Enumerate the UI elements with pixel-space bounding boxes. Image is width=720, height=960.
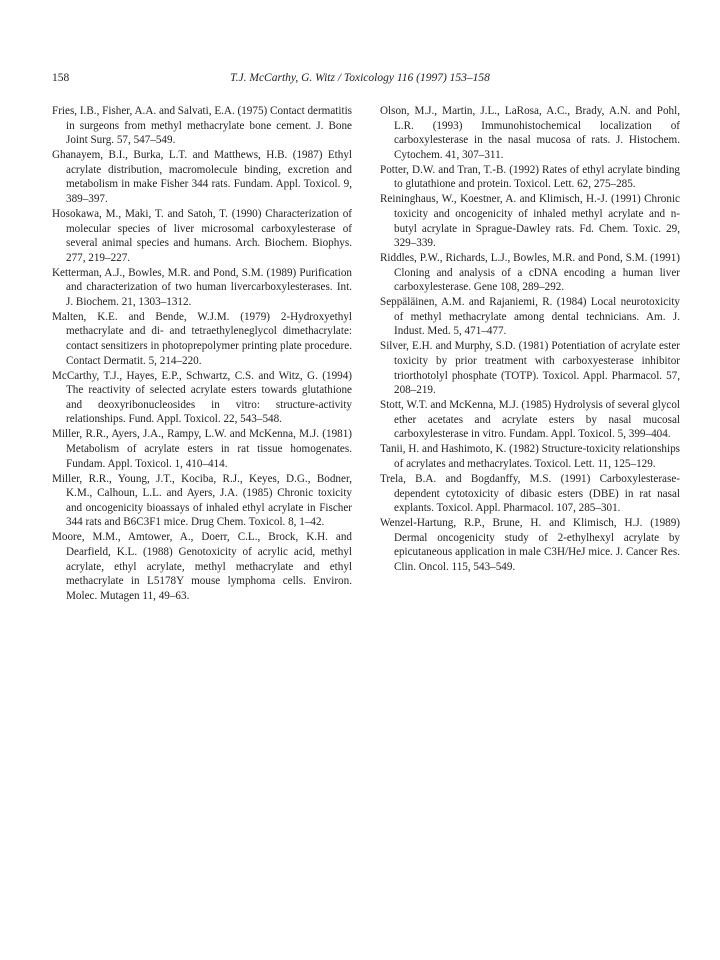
reference-entry: Trela, B.A. and Bogdanffy, M.S. (1991) Carboxylesterase-dependent cytotoxicity of dibasic esters (DBE) in rat nasal explants. Toxicol. Appl. Pharmacol. 107, 285–301. bbox=[380, 472, 680, 515]
reference-entry: Fries, I.B., Fisher, A.A. and Salvati, E.A. (1975) Contact dermatitis in surgeons from methyl methacrylate bone cement. J. Bone Joint Surg. 57, 547–549. bbox=[52, 105, 353, 147]
reference-entry: McCarthy, T.J., Hayes, E.P., Schwartz, C.S. and Witz, G. (1994) The reactivity of selected acrylate esters towards glutathione and deoxyribonucleosides in vitro: structure-activity relationships. Fund. Appl. Toxicol. 22, 543–548. bbox=[52, 369, 352, 426]
references-left-column bbox=[52, 104, 352, 604]
reference-entry: Stott, W.T. and McKenna, M.J. (1985) Hydrolysis of several glycol ether acetates and acrylate esters by nasal mucosal carboxylesterase in vitro. Fundam. Appl. Toxicol. 5, 399–404. bbox=[380, 399, 680, 441]
page-header bbox=[52, 72, 668, 90]
reference-entry: Silver, E.H. and Murphy, S.D. (1981) Potentiation of acrylate ester toxicity by prior treatment with carboxyesterase inhibitor triorthotolyl phosphate (TOTP). Toxicol. Appl. Pharmacol. 57, 208–219. bbox=[380, 340, 680, 397]
page-number: 158 bbox=[52, 72, 70, 84]
reference-entry: Seppäläinen, A.M. and Rajaniemi, R. (1984) Local neurotoxicity of methyl methacrylate among dental technicians. Am. J. Indust. Med. 5, 471–477. bbox=[380, 296, 680, 338]
reference-entry: Malten, K.E. and Bende, W.J.M. (1979) 2-Hydroxyethyl methacrylate and di- and tetraethyleneglycol dimethacrylate: contact sensitizers in photoprepolymer printing plate procedure. Contact Dermatit. 5, 214–220. bbox=[52, 310, 352, 367]
reference-entry: Moore, M.M., Amtower, A., Doerr, C.L., Brock, K.H. and Dearfield, K.L. (1988) Genotoxicity of acrylic acid, methyl acrylate, ethyl acrylate, methyl methacrylate and ethyl methacrylate in L5178Y mouse lymphoma cells. Environ. Molec. Mutagen 11, 49–63. bbox=[52, 531, 352, 602]
reference-entry: Tanii, H. and Hashimoto, K. (1982) Structure-toxicity relationships of acrylates and methacrylates. Toxicol. Lett. 11, 125–129. bbox=[380, 443, 680, 470]
reference-entry: Olson, M.J., Martin, J.L., LaRosa, A.C., Brady, A.N. and Pohl, L.R. (1993) Immunohistochemical localization of carboxylesterase in the nasal mucosa of rats. J. Histochem. Cytochem. 41, 307–311. bbox=[380, 105, 680, 161]
reference-entry: Riddles, P.W., Richards, L.J., Bowles, M.R. and Pond, S.M. (1991) Cloning and analysis of a cDNA encoding a human liver carboxylesterase. Gene 108, 289–292. bbox=[380, 252, 680, 294]
reference-entry: Miller, R.R., Young, J.T., Kociba, R.J., Keyes, D.G., Bodner, K.M., Calhoun, L.L. and Ayers, J.A. (1985) Chronic toxicity and oncogenicity bioassays of inhaled ethyl acrylate in Fischer 344 rats and B6C3F1 mice. Drug Chem. Toxicol. 8, 1–42. bbox=[52, 472, 352, 529]
reference-entry: Reininghaus, W., Koestner, A. and Klimisch, H.-J. (1991) Chronic toxicity and oncogenicity of inhaled methyl acrylate and n-butyl acrylate in Sprague-Dawley rats. Fd. Chem. Toxic. 29, 329–339. bbox=[380, 193, 680, 250]
reference-entry: Ghanayem, B.I., Burka, L.T. and Matthews, H.B. (1987) Ethyl acrylate distribution, macromolecule binding, excretion and metabolism in make Fisher 344 rats. Fundam. Appl. Toxicol. 9, 389–397. bbox=[52, 149, 352, 205]
reference-entry: Miller, R.R., Ayers, J.A., Rampy, L.W. and McKenna, M.J. (1981) Metabolism of acrylate esters in rat tissue homogenates. Fundam. Appl. Toxicol. 1, 410–414. bbox=[52, 428, 352, 470]
reference-entry: Ketterman, A.J., Bowles, M.R. and Pond, S.M. (1989) Purification and characterization of two human livercarboxylesterases. Int. J. Biochem. 21, 1303–1312. bbox=[52, 266, 352, 308]
reference-entry: Potter, D.W. and Tran, T.-B. (1992) Rates of ethyl acrylate binding to glutathione and protein. Toxicol. Lett. 62, 275–285. bbox=[380, 163, 680, 191]
references-right-column bbox=[380, 104, 680, 575]
reference-entry: Wenzel-Hartung, R.P., Brune, H. and Klimisch, H.J. (1989) Dermal oncogenicity study of 2-ethylhexyl acrylate by epicutaneous application in male C3H/HeJ mice. J. Cancer Res. Clin. Oncol. 115, 543–549. bbox=[380, 517, 680, 573]
reference-entry: Hosokawa, M., Maki, T. and Satoh, T. (1990) Characterization of molecular species of liver microsomal carboxylesterase of several animal species and humans. Arch. Biochem. Biophys. 277, 219–227. bbox=[52, 207, 352, 264]
running-title: T.J. McCarthy, G. Witz / Toxicology 116 (1997) 153–158 bbox=[230, 72, 490, 84]
